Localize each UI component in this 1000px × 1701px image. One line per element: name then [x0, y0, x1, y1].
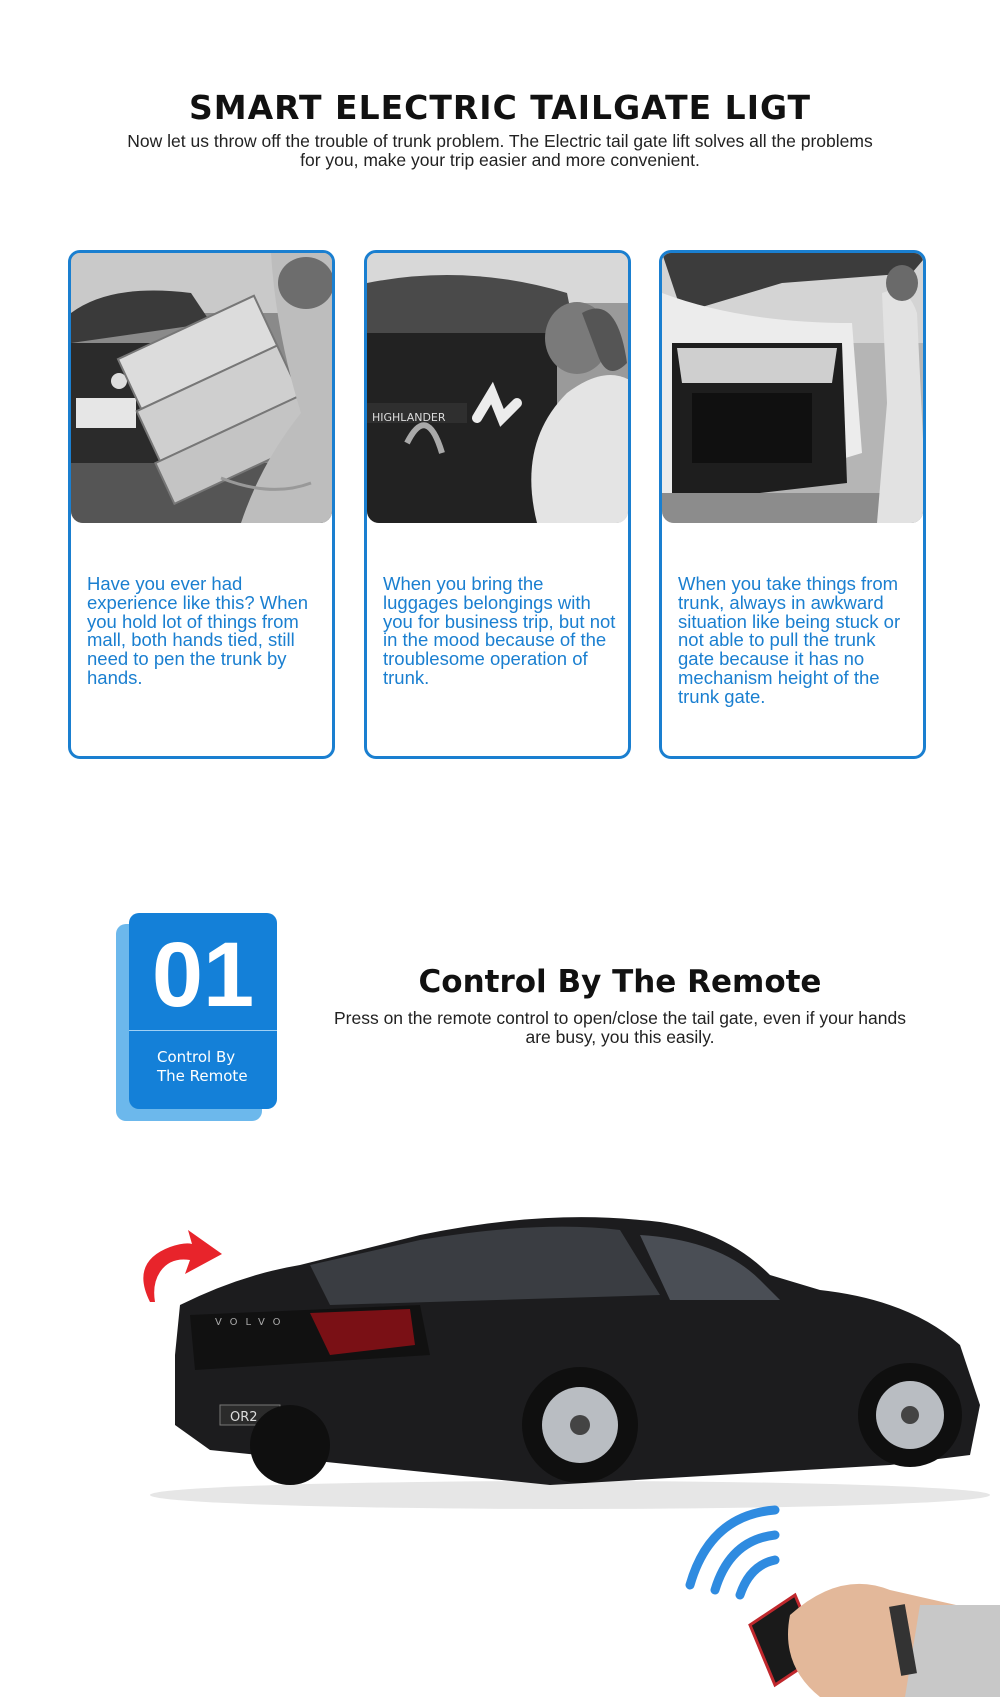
problem-card-1	[68, 250, 335, 759]
badge-label: Control By The Remote	[157, 1048, 248, 1085]
photo-carrying-boxes	[71, 253, 332, 523]
card-text: When you take things from trunk, always in awkward situation like being stuck or not able to pull the trunk gate because it has no mechanism height of the trunk gate.	[678, 573, 901, 707]
photo-trunk-push	[367, 253, 628, 523]
rear-license-badge: OR2	[230, 1410, 258, 1425]
problem-card-3	[659, 250, 926, 759]
badge-divider	[129, 1030, 277, 1031]
svg-text:HIGHLANDER: HIGHLANDER	[372, 411, 446, 424]
page-title: SMART ELECTRIC TAILGATE LIGT	[188, 88, 812, 127]
page-subtitle: Now let us throw off the trouble of trunk problem. The Electric tail gate lift solves all the problems for you, make your trip easier and more convenient.	[127, 131, 873, 170]
feature-title: Control By The Remote	[418, 964, 822, 1000]
card-text: Have you ever had experience like this? When you hold lot of things from mall, both hands tied, still need to pen the trunk by hands.	[87, 573, 309, 688]
car-image	[120, 1195, 990, 1515]
photo-open-trunk	[662, 253, 923, 523]
card-text: When you bring the luggages belongings with you for business trip, but not in the mood because of the troublesome operation of trunk.	[383, 573, 616, 688]
remote-key-hand	[670, 1495, 1000, 1697]
feature-number-badge	[129, 913, 277, 1109]
car-brand: VOLVO	[215, 1317, 289, 1328]
feature-number: 01	[151, 924, 255, 1026]
problem-card-2	[364, 250, 631, 759]
feature-description: Press on the remote control to open/close the tail gate, even if your hands are busy, you this easily.	[333, 1008, 906, 1047]
